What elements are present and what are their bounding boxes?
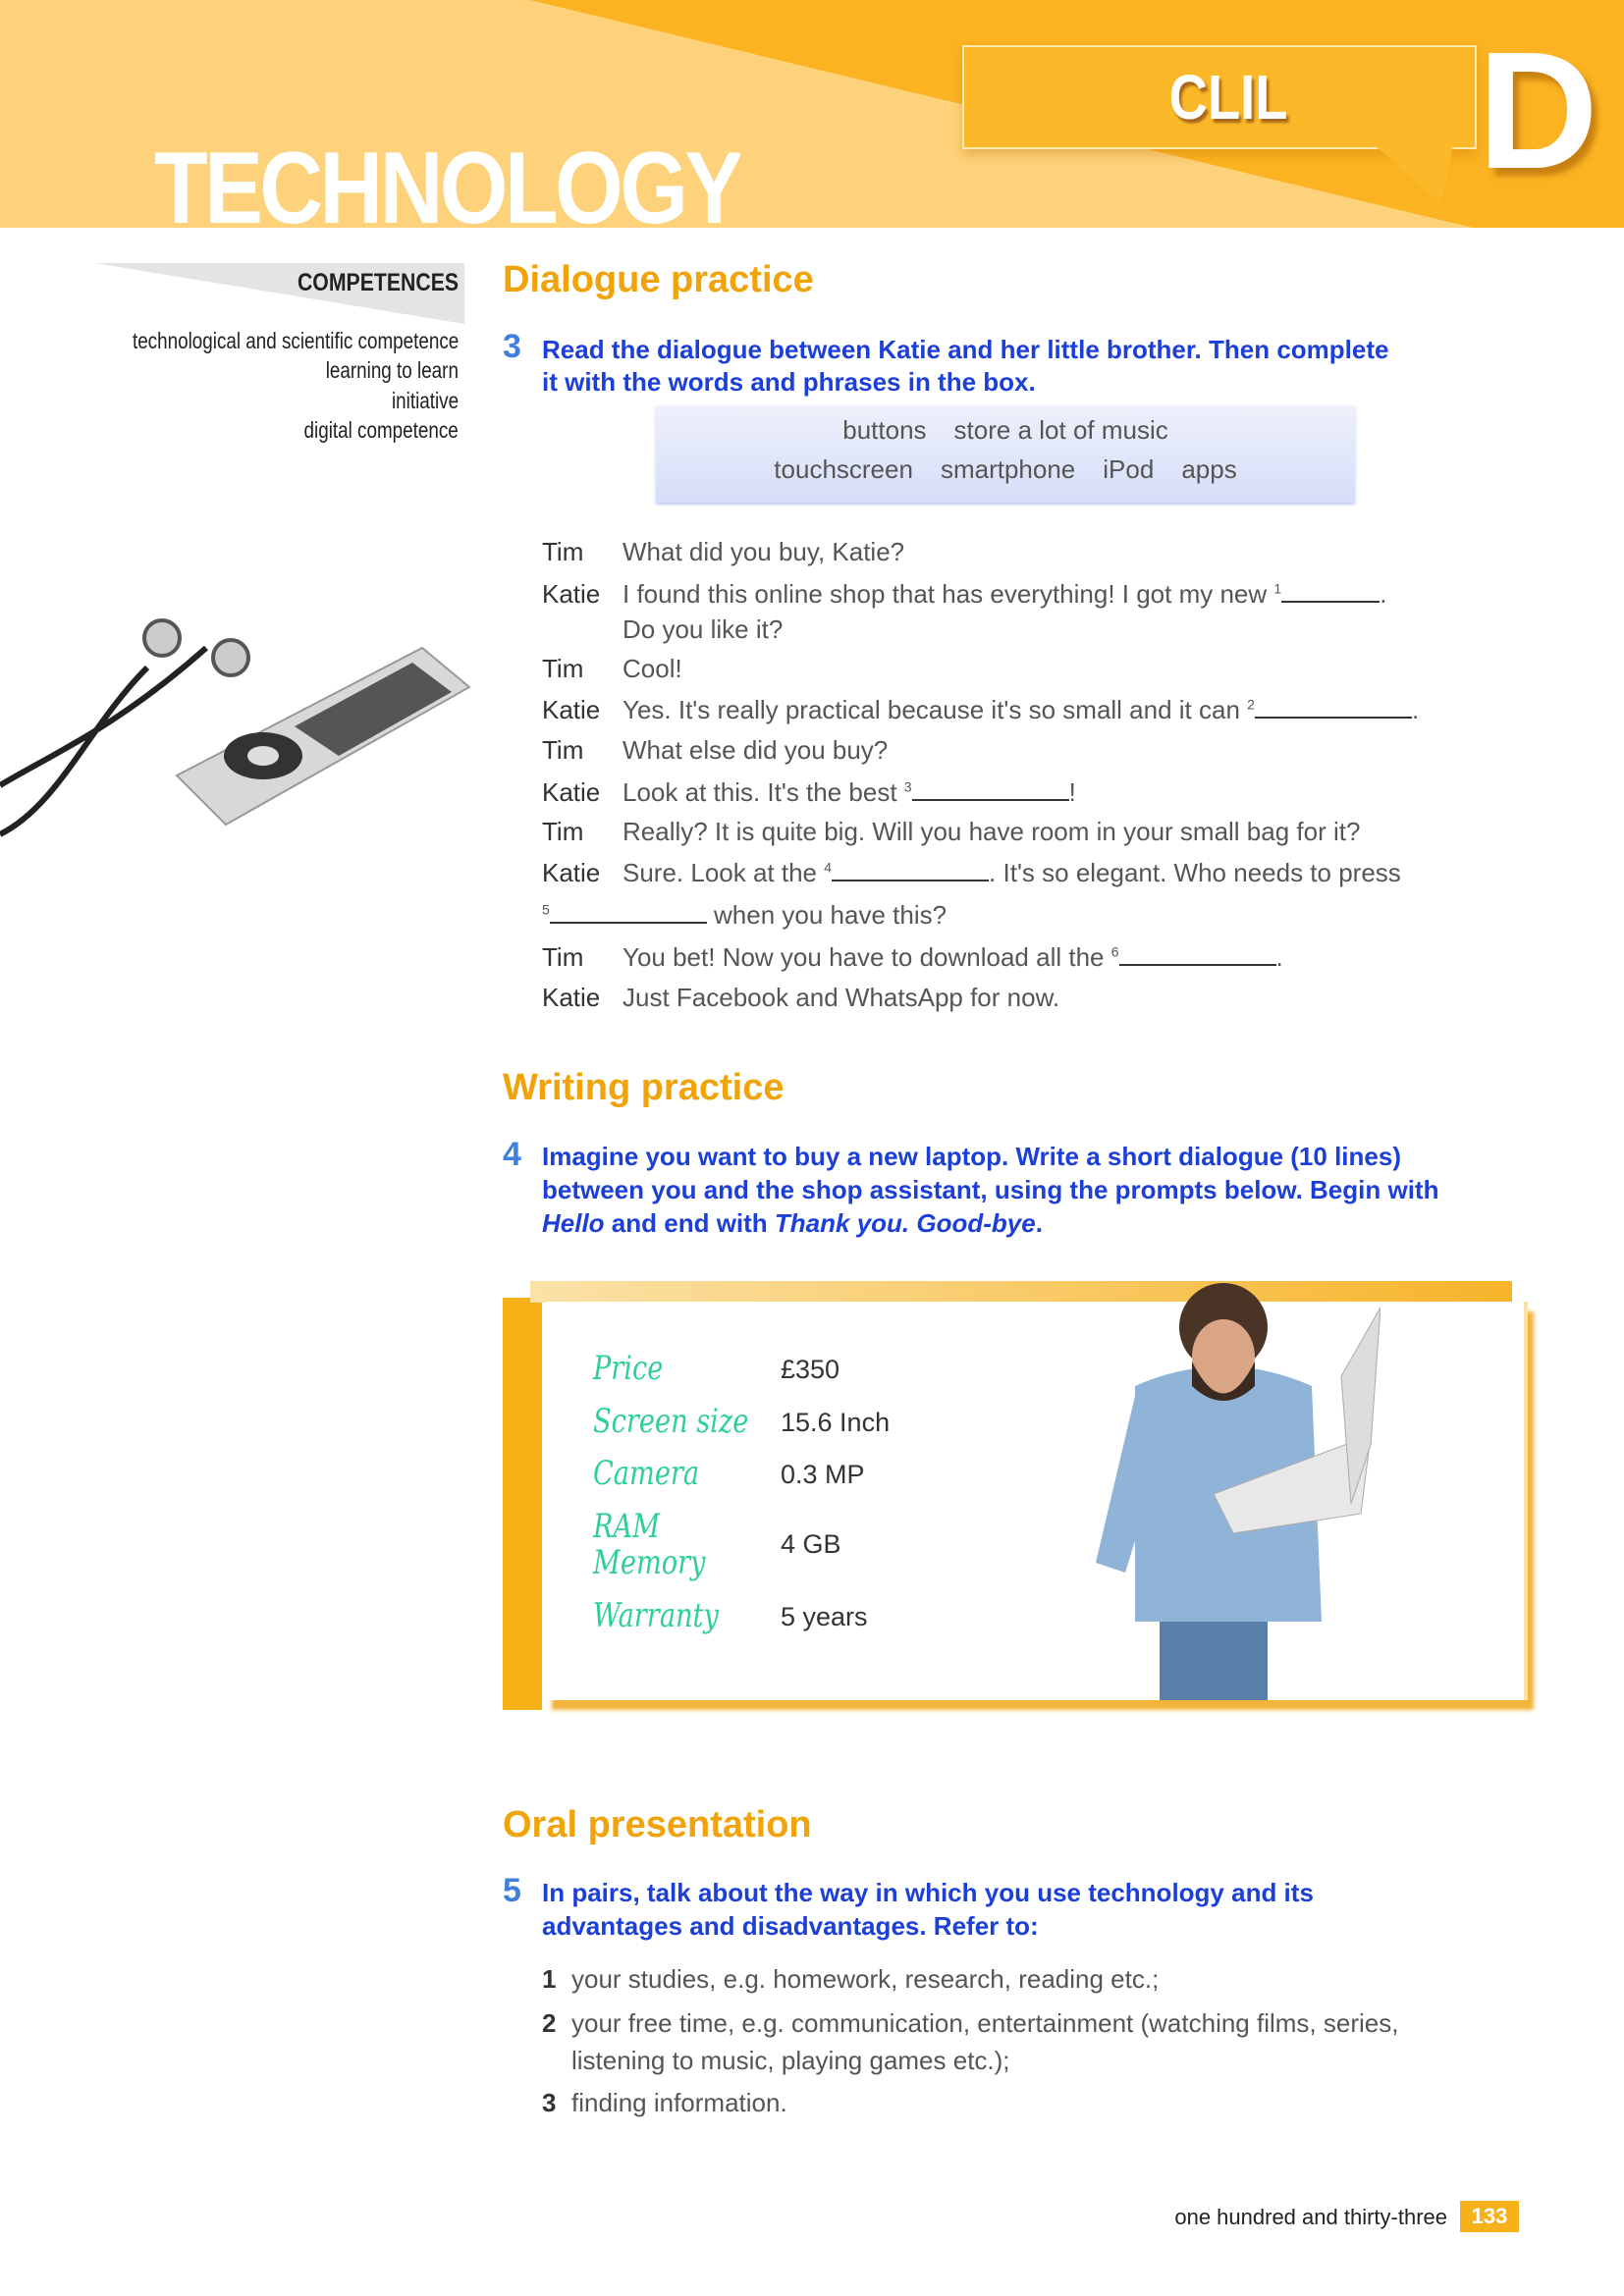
line-text: You bet! Now you have to download all the [623, 942, 1111, 972]
line-text: What else did you buy? [623, 735, 889, 765]
text: . [1035, 1208, 1043, 1238]
competence-item: initiative [391, 388, 459, 413]
blank-number: 5 [542, 901, 550, 918]
dialogue-line [623, 983, 1059, 1013]
text: and end with [604, 1208, 775, 1238]
blank-number: 1 [1273, 580, 1282, 597]
word: buttons [842, 415, 927, 445]
line-text: Just Facebook and WhatsApp for now. [623, 983, 1060, 1012]
line-text: Do you like it? [623, 614, 784, 644]
spec-label: Screen size [593, 1402, 749, 1441]
speaker-name: Tim [542, 537, 584, 566]
spec-value: 0.3 MP [781, 1460, 865, 1489]
oral-presentation-heading: Oral presentation [503, 1804, 812, 1845]
answer-blank[interactable] [1255, 697, 1412, 719]
speaker-name: Tim [542, 735, 584, 765]
blank-number: 2 [1247, 696, 1255, 713]
dialogue-line [623, 614, 783, 645]
list-number: 2 [542, 2008, 557, 2038]
laptop-spec-card [546, 1302, 1528, 1700]
line-text: What did you buy, Katie? [623, 537, 905, 566]
page-title: TECHNOLOGY [154, 137, 740, 228]
word: touchscreen [774, 454, 913, 484]
spec-label: Price [593, 1349, 664, 1388]
list-number: 3 [542, 2088, 557, 2117]
competences-title: COMPETENCES [297, 269, 459, 296]
exercise-number: 4 [503, 1136, 521, 1173]
word: smartphone [940, 454, 1076, 484]
speaker-name: Katie [542, 695, 601, 724]
exercise-number: 5 [503, 1872, 521, 1909]
dialogue-line [623, 942, 1283, 973]
italic-thanks: Thank you. Good-bye [774, 1208, 1036, 1238]
word: iPod [1103, 454, 1155, 484]
dialogue-line [623, 695, 1419, 725]
word-box [656, 405, 1355, 503]
line-text: when you have this? [706, 900, 947, 930]
list-item: your studies, e.g. homework, research, reading etc.; [571, 1964, 1160, 1994]
dialogue-line [623, 817, 1360, 847]
speaker-name: Tim [542, 942, 584, 972]
instruction-line [542, 1208, 1043, 1239]
dialogue-line [623, 735, 888, 766]
exercise-number: 3 [503, 328, 521, 365]
page-number: 133 [1460, 2201, 1519, 2232]
page-number-words: one hundred and thirty-three [1174, 2205, 1447, 2229]
answer-blank[interactable] [832, 860, 989, 881]
spec-value: 4 GB [781, 1529, 841, 1559]
blank-number: 6 [1110, 943, 1119, 960]
dialogue-line [623, 537, 904, 567]
dialogue-line [623, 654, 682, 684]
speaker-name: Katie [542, 983, 601, 1012]
line-text: Cool! [623, 654, 682, 683]
competence-item: technological and scientific competence [132, 328, 459, 353]
dialogue-line [623, 858, 1401, 888]
line-text: . It's so elegant. Who needs to press [989, 858, 1401, 887]
dialogue-line [542, 900, 947, 931]
instruction-line: it with the words and phrases in the box. [542, 367, 1036, 397]
dialogue-line [623, 579, 1386, 610]
man-with-laptop-image [1076, 1268, 1380, 1700]
ipod-image [0, 609, 471, 849]
instruction-line: between you and the shop assistant, using the prompts below. Begin with [542, 1175, 1439, 1204]
spec-value: £350 [781, 1355, 840, 1384]
blank-number: 4 [824, 859, 833, 876]
answer-blank[interactable] [912, 779, 1069, 801]
list-item: your free time, e.g. communication, entertainment (watching films, series, [571, 2008, 1399, 2038]
competence-item: digital competence [303, 417, 459, 443]
line-text: Look at this. It's the best [623, 777, 904, 807]
word: apps [1181, 454, 1237, 484]
line-text: . [1275, 942, 1283, 972]
answer-blank[interactable] [1281, 581, 1380, 603]
clil-label: CLIL [1168, 62, 1288, 133]
speaker-name: Katie [542, 858, 601, 887]
instruction-line: In pairs, talk about the way in which you use technology and its [542, 1878, 1314, 1907]
blank-number: 3 [903, 778, 912, 795]
line-text: Really? It is quite big. Will you have room in your small bag for it? [623, 817, 1361, 846]
instruction-line: Imagine you want to buy a new laptop. Write a short dialogue (10 lines) [542, 1142, 1401, 1171]
spec-label: RAM Memory [593, 1507, 706, 1583]
line-text: ! [1068, 777, 1076, 807]
list-item: listening to music, playing games etc.); [571, 2046, 1010, 2075]
italic-hello: Hello [542, 1208, 605, 1238]
speaker-name: Katie [542, 579, 601, 609]
spec-label: Warranty [593, 1596, 719, 1635]
competence-item: learning to learn [325, 357, 459, 383]
dialogue-line [623, 777, 1076, 808]
line-text: I found this online shop that has everything! I got my new [623, 579, 1274, 609]
spec-value: 15.6 Inch [781, 1408, 891, 1437]
instruction-line: advantages and disadvantages. Refer to: [542, 1911, 1039, 1941]
instruction-line: Read the dialogue between Katie and her little brother. Then complete [542, 335, 1389, 364]
spec-label: Camera [593, 1454, 700, 1493]
speaker-name: Tim [542, 817, 584, 846]
unit-letter: D [1478, 18, 1598, 204]
dialogue-practice-heading: Dialogue practice [503, 259, 814, 300]
line-text: Sure. Look at the [623, 858, 825, 887]
speaker-name: Katie [542, 777, 601, 807]
list-number: 1 [542, 1964, 557, 1994]
line-text: . [1380, 579, 1387, 609]
writing-practice-heading: Writing practice [503, 1067, 785, 1108]
spec-value: 5 years [781, 1602, 868, 1631]
answer-blank[interactable] [1119, 944, 1276, 966]
line-text: Yes. It's really practical because it's so small and it can [623, 695, 1248, 724]
list-item: finding information. [571, 2088, 787, 2117]
card-shadow [503, 1298, 542, 1710]
line-text: . [1411, 695, 1420, 724]
speaker-name: Tim [542, 654, 584, 683]
answer-blank[interactable] [550, 902, 707, 924]
word: store a lot of music [953, 415, 1168, 445]
